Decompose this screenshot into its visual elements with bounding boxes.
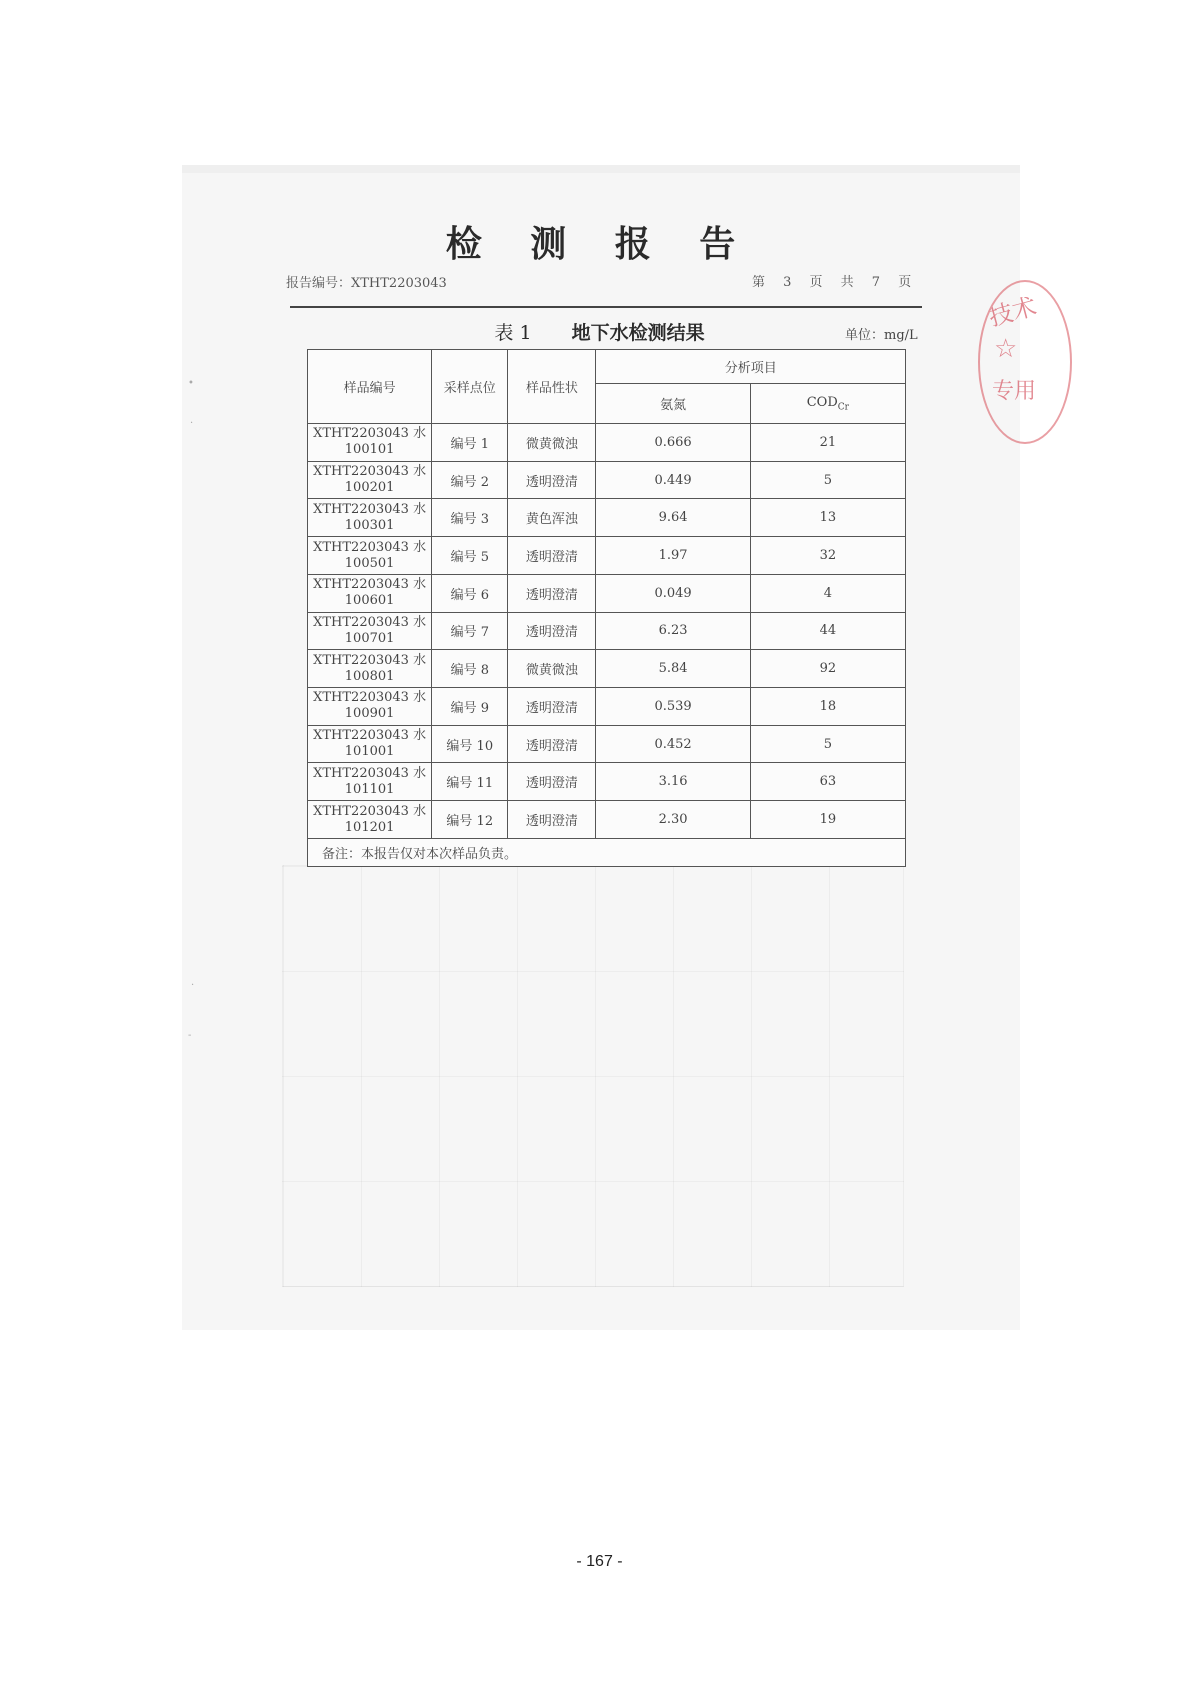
cell-state: 透明澄清 [508, 801, 596, 839]
sample-id-line1: XTHT2203043 水 [313, 803, 427, 819]
cell-site: 编号 6 [432, 574, 508, 612]
cell-state: 透明澄清 [508, 725, 596, 763]
unit-label: 单位：mg/L [845, 328, 918, 343]
table-row [308, 650, 906, 688]
cell-sample-id [308, 424, 432, 462]
table-number: 表 1 [494, 322, 532, 344]
cell-ammonia: 1.97 [596, 537, 750, 575]
page-number: - 167 - [576, 1553, 623, 1570]
sample-id-line2: 100101 [344, 442, 395, 458]
table-row [308, 725, 906, 763]
report-number: 报告编号：XTHT2203043 [286, 276, 447, 291]
sample-id-line2: 100501 [344, 555, 395, 571]
cell-cod: 19 [750, 801, 905, 839]
cell-sample-id [308, 650, 432, 688]
sample-id-line2: 100201 [344, 480, 395, 496]
table-title: 地下水检测结果 [571, 322, 705, 344]
cell-site: 编号 12 [432, 801, 508, 839]
cell-sample-id [308, 725, 432, 763]
cell-state: 透明澄清 [508, 763, 596, 801]
cell-site: 编号 3 [432, 499, 508, 537]
cell-site: 编号 8 [432, 650, 508, 688]
table-note: 备注：本报告仅对本次样品负责。 [308, 839, 906, 867]
cell-sample-id [308, 537, 432, 575]
scan-speck: · [191, 980, 195, 991]
cell-site: 编号 1 [432, 424, 508, 462]
sample-id-line1: XTHT2203043 水 [313, 728, 427, 744]
table-row [308, 499, 906, 537]
header-analysis: 分析项目 [596, 350, 906, 384]
cell-sample-id [308, 461, 432, 499]
cell-cod: 21 [750, 424, 905, 462]
table-row [308, 688, 906, 726]
table-row [308, 424, 906, 462]
red-seal-stamp [978, 280, 1072, 444]
sample-id-line1: XTHT2203043 水 [313, 690, 427, 706]
bleed-through-grid [282, 865, 904, 1287]
stamp-star-mark: ☆ [994, 334, 1018, 364]
cell-state: 微黄微浊 [508, 650, 596, 688]
cell-cod: 13 [750, 499, 905, 537]
sample-id-line1: XTHT2203043 水 [313, 614, 427, 630]
cell-state: 透明澄清 [508, 612, 596, 650]
table-row [308, 574, 906, 612]
sample-id-line1: XTHT2203043 水 [313, 765, 427, 781]
cell-site: 编号 2 [432, 461, 508, 499]
cell-sample-id [308, 801, 432, 839]
sample-id-line2: 100901 [344, 706, 395, 722]
stamp-text-top: 技术 [985, 292, 1040, 332]
cell-cod: 18 [750, 688, 905, 726]
document-title: 检 测 报 告 [445, 223, 754, 265]
cell-site: 编号 9 [432, 688, 508, 726]
cell-site: 编号 5 [432, 537, 508, 575]
header-state: 样品性状 [508, 350, 596, 424]
cell-cod: 44 [750, 612, 905, 650]
cell-ammonia: 0.666 [596, 424, 750, 462]
cell-ammonia: 0.539 [596, 688, 750, 726]
table-row [308, 537, 906, 575]
cell-ammonia: 2.30 [596, 801, 750, 839]
sample-id-line2: 100301 [344, 517, 395, 533]
header-divider [290, 306, 922, 308]
cell-ammonia: 0.452 [596, 725, 750, 763]
cell-site: 编号 11 [432, 763, 508, 801]
header-ammonia: 氨氮 [596, 384, 750, 424]
scan-speck: - [188, 1030, 192, 1041]
results-table [307, 349, 906, 867]
sample-id-line2: 101101 [344, 781, 395, 797]
scan-edge [182, 165, 1020, 173]
table-row [308, 612, 906, 650]
stamp-text-bottom: 专用 [992, 379, 1037, 404]
cell-sample-id [308, 499, 432, 537]
cell-sample-id [308, 574, 432, 612]
cell-state: 微黄微浊 [508, 424, 596, 462]
cell-site: 编号 10 [432, 725, 508, 763]
cell-ammonia: 9.64 [596, 499, 750, 537]
sample-id-line2: 100801 [344, 668, 395, 684]
cell-sample-id [308, 763, 432, 801]
header-sample-id: 样品编号 [308, 350, 432, 424]
cell-cod: 4 [750, 574, 905, 612]
sample-id-line1: XTHT2203043 水 [313, 577, 427, 593]
table-row [308, 461, 906, 499]
sample-id-line1: XTHT2203043 水 [313, 539, 427, 555]
scan-speck: · [190, 418, 194, 429]
cell-ammonia: 3.16 [596, 763, 750, 801]
cell-state: 黄色浑浊 [508, 499, 596, 537]
cell-ammonia: 0.449 [596, 461, 750, 499]
cell-sample-id [308, 688, 432, 726]
cell-state: 透明澄清 [508, 688, 596, 726]
cell-state: 透明澄清 [508, 537, 596, 575]
cell-cod: 5 [750, 461, 905, 499]
sample-id-line2: 100601 [344, 593, 395, 609]
scan-speck: • [188, 378, 194, 389]
cell-state: 透明澄清 [508, 461, 596, 499]
cell-ammonia: 5.84 [596, 650, 750, 688]
cell-site: 编号 7 [432, 612, 508, 650]
cell-ammonia: 6.23 [596, 612, 750, 650]
sample-id-line2: 101201 [344, 819, 395, 835]
cell-cod: 63 [750, 763, 905, 801]
cell-cod: 32 [750, 537, 905, 575]
header-cod-subscript: Cr [837, 402, 849, 413]
page-info: 第 3 页 共 7 页 [752, 275, 912, 290]
cell-sample-id [308, 612, 432, 650]
header-site: 采样点位 [432, 350, 508, 424]
table-row [308, 801, 906, 839]
header-cod: $COD_{Cr}$ [750, 384, 905, 424]
sample-id-line1: XTHT2203043 水 [313, 426, 427, 442]
sample-id-line2: 101001 [344, 744, 395, 760]
sample-id-line1: XTHT2203043 水 [313, 501, 427, 517]
table-row [308, 763, 906, 801]
sample-id-line2: 100701 [344, 630, 395, 646]
cell-cod: 92 [750, 650, 905, 688]
sample-id-line1: XTHT2203043 水 [313, 464, 427, 480]
cell-state: 透明澄清 [508, 574, 596, 612]
sample-id-line1: XTHT2203043 水 [313, 652, 427, 668]
cell-cod: 5 [750, 725, 905, 763]
cell-ammonia: 0.049 [596, 574, 750, 612]
